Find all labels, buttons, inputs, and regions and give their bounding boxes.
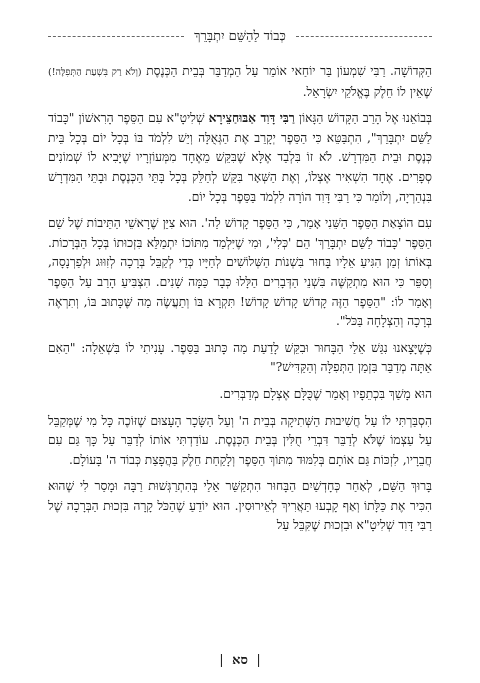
paragraph-text: הַקְּדוֹשָׁה. רַבִּי שִׁמְעוֹן בַּר יוֹחַאי אוֹמֵר עַל הַמְדַבֵּר בְּבֵית הַכְּנֶסֶת	[141, 64, 433, 78]
paragraph	[48, 385, 432, 405]
header-rule-left	[48, 36, 184, 37]
paragraph-text: בָּרוּךְ הַשֵּׁם, לְאַחַר כְּחָדְשַׁיִם הַבָּחוּר הִתְקַשֵּׁר אֵלַי בְּהִתְרַגְּשׁוּת רַבָּה וּמָסַר לִי שֶׁהוּא הִכִּיר אֶת כַּלָּתוֹ וְאַף קָבְעוּ תַּאֲרִיךְ לְאֵירוּסִין. הוּא יוֹדֵעַ שֶׁהַכֹּל קָרָה בִּזְכוּת הַבְּרָכָה שֶׁל רַבִּי דָּוִד שְׁלִיטָ"א וּבִזְכוּת שֶׁקִּבֵּל עַל	[48, 479, 432, 533]
paragraph	[48, 477, 432, 536]
paragraph-text: שֶׁאֵין לוֹ חֵלֶק בֶּאֱלֹקֵי יִשְׂרָאֵל.	[302, 84, 432, 99]
paragraph	[48, 412, 432, 471]
running-header	[48, 26, 432, 46]
page-footer	[0, 652, 480, 668]
page-number: סא	[232, 653, 248, 668]
paragraph	[48, 109, 432, 207]
paragraph-text: הִסְבַּרְתִּי לוֹ עַל חֲשִׁיבוּת הַשְּׁתִיקָה בְּבֵית ה' וְעַל הַשָּׂכָר הָעָצוּם שֶׁזּוֹכֶה כָּל מִי שֶׁמְּקַבֵּל עַל עַצְמוֹ שֶׁלֹּא לְדַבֵּר דִּבְרֵי חֻלִּין בְּבֵית הַכְּנֶסֶת. עוֹדַדְתִּי אוֹתוֹ לְדַבֵּר עַל כָּךְ גַּם עִם חֲבֵרָיו, לִזְכּוֹת גַּם אוֹתָם בְּלִמּוּד מִתּוֹךְ הַסֵּפֶר וְלָקַחַת חֵלֶק בַּהֲפָצַת כְּבוֹד ה' בָּעוֹלָם.	[48, 413, 432, 467]
paragraph-text: עִם הוֹצָאַת הַסֵּפֶר הַשֵּׁנִי אָמַר, כִּי הַסֵּפֶר קָדוֹשׁ לַה'. הוּא צִיֵּן שֶׁרָאשֵׁי הַתֵּיבוֹת שֶׁל שֵׁם הַסֵּפֶר 'כָּבוֹד לַשֵּׁם יִתְבָּרֵךְ' הֵם 'כְּלִי', וּמִי שֶׁיִּלְמַד מִתּוֹכוֹ יִתְמַלֵּא בִּזְכוּתוֹ בְּכָל הַבְּרָכוֹת. בְּאוֹתוֹ זְמַן הִגִּיעַ אֵלָיו בָּחוּר בִּשְׁנוֹת הַשְּׁלוֹשִׁים לְחַיָּיו כְּדֵי לְקַבֵּל בְּרָכָה לְזִוּוּג וּלְפַרְנָסָה, וְסִפֵּר כִּי הוּא מִתְקַשֶּׁה בִּשְׁנֵי הַדְּבָרִים הַלָּלוּ כְּבָר כַּמָּה שָׁנִים. הִצְבִּיעַ הָרַב עַל הַסֵּפֶר וְאָמַר לוֹ: "הַסֵּפֶר הַזֶּה קָדוֹשׁ קָדוֹשׁ קָדוֹשׁ! תִּקְרָא בּוֹ וְתַעֲשֶׂה מַה שֶּׁכָּתוּב בּוֹ, וְתִרְאֶה בְּרָכָה וְהַצְלָחָה בַּכֹּל".	[48, 216, 432, 329]
paragraph	[48, 339, 432, 378]
footer-bar-left: |	[219, 653, 224, 668]
paragraph-text: כְּשֶׁיָּצָאנוּ נִגַּשׁ אֵלַי הַבָּחוּר וּבִקֵּשׁ לָדַעַת מַה כָּתוּב בַּסֵּפֶר. עָנִיתִי לוֹ בִּשְׁאֵלָה: "הַאִם אַתָּה מְדַבֵּר בִּזְמַן הַתְּפִלָּה וְהַקַּדִּישׁ?"	[48, 340, 432, 375]
paragraph-text: בְּבוֹאֵנוּ אֶל הָרַב הַקָּדוֹשׁ הַגָּאוֹן	[294, 111, 432, 126]
page-body	[48, 62, 432, 536]
paragraph-text: שְׁלִיטָ"א עִם הַסֵּפֶר הָרִאשׁוֹן "כָּבוֹד לַשֵּׁם יִתְבָּרֵךְ", הִתְבַּטֵּא כִּי הַסֵּפֶר יְקָרֵב אֶת הַגְּאֻלָּה וְיֵשׁ לִלְמֹד בּוֹ בְּכָל יוֹם בְּכָל בֵּית כְּנֶסֶת וּבֵית הַמִּדְרָשׁ. לֹא זוֹ בִּלְבַד אֶלָּא שֶׁבִּקֵּשׁ מֵאֶחָד מִמְּעוֹזְרָיו שֶׁיָּבִיא לוֹ שְׁמוֹנִים סְפָרִים. אֶחָד הִשְׁאִיר אֶצְלוֹ, וְאֶת הַשְּׁאָר בִּקֵּשׁ לְחַלֵּק בְּכָל בָּתֵּי הַכְּנֶסֶת וּבָתֵּי הַמִּדְרָשׁ בִּנְהַרְיָה, וְלוֹמַר כִּי רַבִּי דָּוִד הוֹרָה לִלְמֹד בַּסֵּפֶר בְּכָל יוֹם.	[48, 111, 432, 204]
header-rule-right	[296, 36, 432, 37]
running-header-title: כְּבוֹד לַהַשֵּׁם יִתְבָּרֵךְ	[194, 29, 286, 44]
paragraph-text: הוּא מָשַׁךְ בִּכְתֵפָיו וְאָמַר שֶׁכֻּלָּם אֶצְלָם מְדַבְּרִים.	[219, 386, 432, 401]
bold-name-text: רַבִּי דָּוִד אַבּוּחַצֵירָא	[208, 111, 295, 126]
paragraph	[48, 214, 432, 332]
paragraph	[48, 62, 432, 102]
parenthetical-note: (וְלֹא רַק בִּשְׁעַת הַתְּפִלָּה!)	[48, 67, 142, 78]
footer-bar-right: |	[256, 653, 261, 668]
